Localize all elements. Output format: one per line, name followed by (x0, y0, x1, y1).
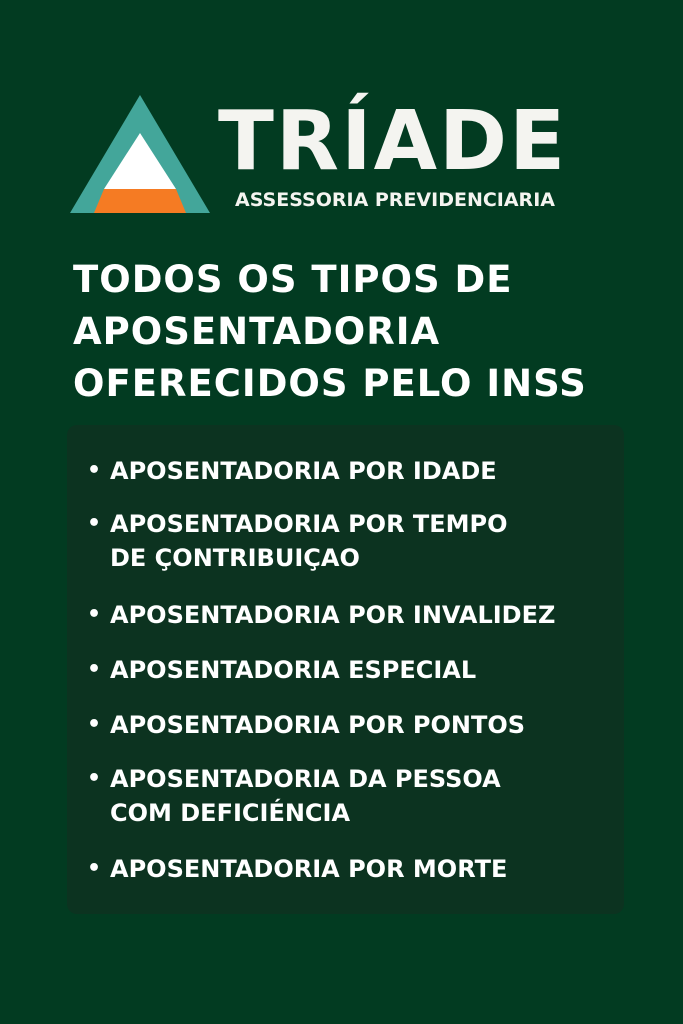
list-item-text: APOSENTADORIA ESPECIAL (110, 656, 477, 684)
list-item (87, 852, 624, 886)
list-item (87, 762, 624, 830)
bullet-icon: • (87, 458, 102, 483)
list-item-text: APOSENTADORIA POR TEMPO (110, 510, 508, 538)
list-item-text: APOSENTADORIA DA PESSOA (110, 765, 501, 793)
brand-tagline: ASSESSORIA PREVIDENCIARIA (235, 189, 555, 211)
list-item (87, 507, 624, 575)
list-item-text: DE ÇONTRIBUIÇAO (110, 544, 360, 572)
list-item-text: APOSENTADORIA POR MORTE (110, 855, 508, 883)
bullet-icon: • (87, 602, 102, 627)
list-item (87, 708, 624, 742)
list-item (87, 653, 624, 687)
brand-logo (70, 95, 600, 220)
bullet-icon: • (87, 856, 102, 881)
bullet-icon: • (87, 511, 102, 536)
list-item-text: APOSENTADORIA POR INVALIDEZ (110, 601, 556, 629)
headline-line: OFERECIDOS PELO INSS (73, 362, 587, 405)
list-item-text: APOSENTADORIA POR PONTOS (110, 711, 526, 739)
headline-line: TODOS OS TIPOS DE (73, 258, 513, 301)
list-item (87, 454, 624, 488)
retirement-types-card (67, 425, 624, 914)
list-item-text: APOSENTADORIA POR IDADE (110, 457, 497, 485)
bullet-icon: • (87, 657, 102, 682)
brand-name: TRÍADE (218, 94, 568, 189)
list-item (87, 598, 624, 632)
bullet-icon: • (87, 712, 102, 737)
bullet-icon: • (87, 766, 102, 791)
list-item-text: COM DEFICIÉNCIA (110, 799, 351, 827)
headline (73, 254, 663, 410)
triangle-logo-icon (70, 95, 210, 215)
headline-line: APOSENTADORIA (73, 310, 441, 353)
